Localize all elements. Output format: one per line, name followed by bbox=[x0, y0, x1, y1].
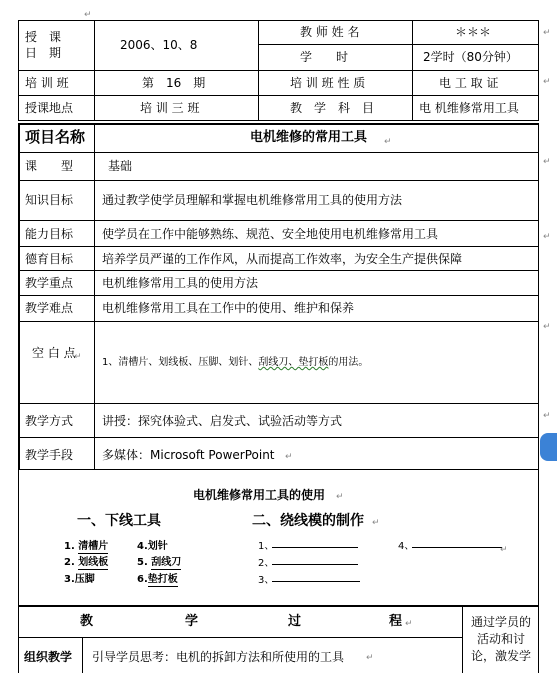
paragraph-mark: ↵ bbox=[405, 619, 413, 629]
board-section-tools: 一、下线工具 bbox=[77, 513, 161, 529]
hours-label: 学 时 bbox=[300, 50, 349, 64]
difficulty-label: 教学难点 bbox=[25, 301, 74, 315]
winding-blank: 2、 bbox=[258, 558, 275, 569]
knowledge-goal-value: 通过教学使学员理解和掌握电机维修常用工具的使用方法 bbox=[102, 193, 403, 207]
winding-blank-line bbox=[272, 564, 358, 565]
moral-goal-label: 德育目标 bbox=[25, 252, 74, 266]
subject-value: 电 机维修常用工具 bbox=[419, 101, 519, 115]
winding-blank: 3、 bbox=[258, 575, 275, 586]
course-type-value: 基础 bbox=[108, 159, 133, 173]
paragraph-mark: ↵ bbox=[336, 492, 344, 502]
class-label: 培 训 班 bbox=[25, 76, 69, 90]
tool-item: 6.垫打板 bbox=[137, 574, 178, 585]
subject-label: 教 学 科 目 bbox=[290, 101, 375, 115]
winding-blank: 1、 bbox=[258, 541, 275, 552]
row-divider bbox=[18, 295, 539, 296]
org-teaching-label: 组织教学 bbox=[24, 650, 73, 664]
winding-blank-line bbox=[272, 547, 358, 548]
row-divider bbox=[18, 321, 539, 322]
course-type-label: 课 型 bbox=[25, 159, 74, 173]
floating-widget-icon[interactable] bbox=[540, 433, 557, 461]
tool-item: 4.划针 bbox=[137, 541, 168, 552]
paragraph-mark: ↵ bbox=[543, 232, 551, 242]
hours-value: 2学时（80分钟） bbox=[423, 50, 518, 64]
row-divider bbox=[18, 637, 462, 638]
key-point-label: 教学重点 bbox=[25, 276, 74, 290]
teaching-method-value: 讲授：探究体验式、启发式、试验活动等方式 bbox=[102, 414, 343, 428]
org-teaching-value: 引导学员思考：电机的拆卸方法和所使用的工具 bbox=[92, 650, 345, 664]
process-header-char: 过 bbox=[288, 614, 302, 629]
nature-value: 电 工 取 证 bbox=[439, 76, 499, 90]
teaching-means-value: 多媒体：Microsoft PowerPoint bbox=[102, 448, 275, 462]
row-divider bbox=[18, 152, 539, 153]
board-title: 电机维修常用工具的使用 bbox=[193, 488, 326, 502]
header-divider bbox=[412, 20, 413, 121]
paragraph-mark: ↵ bbox=[384, 137, 392, 147]
header-divider bbox=[94, 20, 95, 121]
board-section-winding: 二、绕线模的制作 bbox=[252, 513, 364, 529]
teacher-label: 教 师 姓 名 bbox=[300, 25, 360, 39]
row-divider bbox=[18, 180, 539, 181]
tool-item: 2. 划线板 bbox=[64, 557, 109, 568]
process-divider bbox=[82, 637, 83, 673]
label-column-divider bbox=[94, 123, 95, 470]
teaching-means-label: 教学手段 bbox=[25, 448, 74, 462]
winding-blank-line bbox=[412, 547, 502, 548]
header-divider bbox=[258, 44, 539, 45]
paragraph-mark: ↵ bbox=[366, 653, 374, 663]
process-divider bbox=[462, 606, 463, 673]
teaching-method-label: 教学方式 bbox=[25, 414, 74, 428]
ability-goal-label: 能力目标 bbox=[25, 227, 74, 241]
paragraph-mark: ↵ bbox=[84, 10, 92, 20]
paragraph-mark: ↵ bbox=[543, 28, 551, 38]
blank-point-label: 空 白 点 bbox=[32, 346, 76, 360]
row-divider bbox=[18, 270, 539, 271]
blank-point-value: 1、清槽片、划线板、压脚、划针、刮线刀、垫打板的用法。 bbox=[102, 357, 369, 368]
place-value: 培 训 三 班 bbox=[140, 101, 200, 115]
project-label: 项目名称 bbox=[25, 128, 86, 146]
header-divider bbox=[18, 95, 539, 96]
process-header-char: 程 bbox=[389, 614, 403, 629]
paragraph-mark: ↵ bbox=[543, 77, 551, 87]
process-header-char: 学 bbox=[185, 614, 199, 629]
date-label: 日 期 bbox=[25, 46, 62, 60]
paragraph-mark: ↵ bbox=[543, 322, 551, 332]
tool-item: 3.压脚 bbox=[64, 574, 95, 585]
key-point-value: 电机维修常用工具的使用方法 bbox=[102, 276, 259, 290]
moral-goal-value: 培养学员严谨的工作作风，从而提高工作效率，为安全生产提供保障 bbox=[102, 252, 463, 266]
paragraph-mark: ↵ bbox=[543, 411, 551, 421]
winding-blank: 4、 bbox=[398, 541, 415, 552]
knowledge-goal-label: 知识目标 bbox=[25, 193, 74, 207]
tool-item: 1. 清槽片 bbox=[64, 541, 109, 552]
paragraph-mark: ↵ bbox=[372, 518, 380, 528]
winding-blank-line bbox=[272, 581, 360, 582]
tool-item: 5. 刮线刀 bbox=[137, 557, 182, 568]
paragraph-mark: ↵ bbox=[285, 452, 293, 462]
process-header-char: 教 bbox=[80, 614, 94, 629]
paragraph-mark: ↵ bbox=[543, 157, 551, 167]
date-label: 授 课 bbox=[25, 30, 62, 44]
place-label: 授课地点 bbox=[25, 101, 74, 115]
process-side-note: 通过学员的活动和讨论，激发学 bbox=[470, 615, 531, 663]
teacher-value: ＊＊＊ bbox=[455, 25, 492, 39]
row-divider bbox=[18, 220, 539, 221]
nature-label: 培 训 班 性 质 bbox=[290, 76, 366, 90]
paragraph-mark: ↵ bbox=[74, 352, 82, 362]
difficulty-value: 电机维修常用工具在工作中的使用、维护和保养 bbox=[102, 301, 355, 315]
ability-goal-value: 使学员在工作中能够熟练、规范、安全地使用电机维修常用工具 bbox=[102, 227, 439, 241]
paragraph-mark: ↵ bbox=[500, 545, 508, 555]
header-divider bbox=[18, 70, 539, 71]
project-title: 电机维修的常用工具 bbox=[250, 130, 368, 145]
row-divider bbox=[18, 403, 539, 404]
row-divider bbox=[18, 437, 539, 438]
date-value: 2006、10、8 bbox=[120, 38, 198, 52]
row-divider bbox=[18, 246, 539, 247]
class-value: 第 16 期 bbox=[142, 76, 206, 90]
header-divider bbox=[258, 20, 259, 121]
